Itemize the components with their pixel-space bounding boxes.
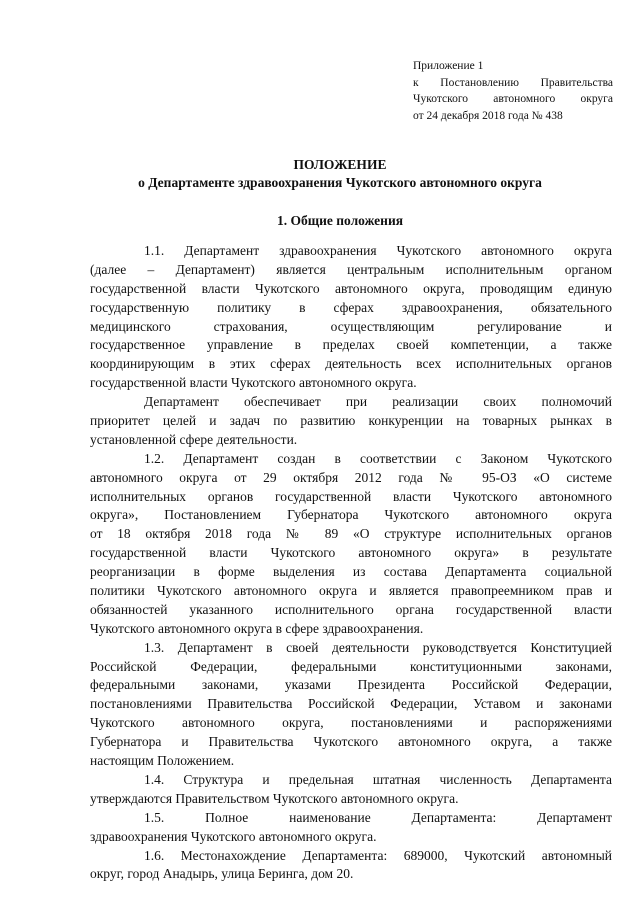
paragraph-line: Губернатора и Правительства Чукотского автономного округа, а также (90, 734, 612, 750)
paragraph-line: 1.5. Полное наименование Департамента: Департамент (144, 809, 612, 825)
paragraph-line: государственное управление в пределах своей компетенции, а также (90, 337, 612, 353)
paragraph-line: 1.1. Департамент здравоохранения Чукотского автономного округа (144, 243, 612, 258)
paragraph-line: реорганизации в форме выделения из состава Департамента социальной (90, 564, 612, 580)
paragraph-line: здравоохранения Чукотского автономного округа. (90, 828, 377, 844)
paragraph-line: приоритет целей и задач по развитию конкуренции на товарных рынках в (90, 413, 612, 429)
paragraph-1.1-b (90, 393, 612, 450)
paragraph-line: округ, город Анадырь, улица Беринга, дом 20. (90, 866, 354, 882)
paragraph-line: государственную политику в сферах здравоохранения, обязательного (90, 299, 612, 315)
paragraph-line: медицинского страхования, осуществляющим регулирование и (90, 318, 612, 334)
paragraph-line: Российской Федерации, федеральными конституционными законами, (90, 658, 612, 674)
paragraph-line: обязанностей указанного исполнительного органа государственной власти (90, 601, 612, 617)
paragraph-line: 1.3. Департамент в своей деятельности руководствуется Конституцией (144, 639, 612, 655)
paragraph-line: исполнительных органов государственной власти Чукотского автономного (90, 488, 612, 504)
paragraph-line: государственной власти Чукотского автономного округа» в результате (90, 545, 612, 561)
paragraph-line: 1.2. Департамент создан в соответствии с Законом Чукотского (144, 450, 612, 466)
header-line-date-number: от 24 декабря 2018 года № 438 (413, 109, 563, 122)
header-line-region: Чукотского автономного округа (413, 93, 613, 105)
paragraph-line: утверждаются Правительством Чукотского автономного округа. (90, 790, 459, 806)
paragraph-1.1 (90, 242, 612, 393)
approval-header (413, 58, 613, 124)
document-subtitle: о Департаменте здравоохранения Чукотского автономного округа (138, 175, 542, 190)
paragraph-line: государственной власти Чукотского автономного округа, проводящим единую (90, 280, 612, 296)
document-title: ПОЛОЖЕНИЕ (293, 157, 387, 172)
paragraph-line: федеральными законами, указами Президента Российской Федерации, (90, 677, 612, 693)
paragraph-1.3 (90, 639, 612, 771)
paragraph-1.6 (90, 847, 612, 885)
paragraph-line: Департамент обеспечивает при реализации своих полномочий (144, 394, 612, 410)
paragraph-line: политики Чукотского автономного округа и является правопреемником прав и (90, 583, 612, 599)
header-line-appendix: Приложение 1 (413, 60, 484, 72)
paragraph-line: настоящим Положением. (90, 753, 235, 769)
paragraph-line: установленной сфере деятельности. (90, 431, 298, 447)
paragraph-line: округа», Постановлением Губернатора Чукотского автономного округа (90, 507, 612, 523)
document-body (90, 242, 612, 884)
paragraph-line: Чукотского автономного округа, постановлениями и распоряжениями (90, 715, 612, 731)
paragraph-line: 1.4. Структура и предельная штатная численность Департамента (144, 771, 612, 787)
paragraph-1.2 (90, 450, 612, 639)
paragraph-line: постановлениями Правительства Российской Федерации, Уставом и законами (90, 696, 612, 712)
section-heading: 1. Общие положения (276, 213, 404, 228)
paragraph-line: координирующим в этих сферах деятельность всех исполнительных органов (90, 356, 612, 372)
paragraph-line: автономного округа от 29 октября 2012 года № 95-ОЗ «О системе (90, 469, 612, 485)
paragraph-1.5 (90, 809, 612, 847)
header-line-resolution: к Постановлению Правительства (413, 76, 613, 89)
paragraph-line: от 18 октября 2018 года № 89 «О структуре исполнительных органов (90, 526, 612, 542)
paragraph-line: государственной власти Чукотского автономного округа. (90, 375, 417, 391)
paragraph-line: (далее – Департамент) является центральным исполнительным органом (90, 261, 612, 277)
paragraph-line: 1.6. Местонахождение Департамента: 689000, Чукотский автономный (144, 847, 612, 863)
paragraph-1.4 (90, 771, 612, 809)
paragraph-line: Чукотского автономного округа в сфере здравоохранения. (90, 620, 424, 636)
